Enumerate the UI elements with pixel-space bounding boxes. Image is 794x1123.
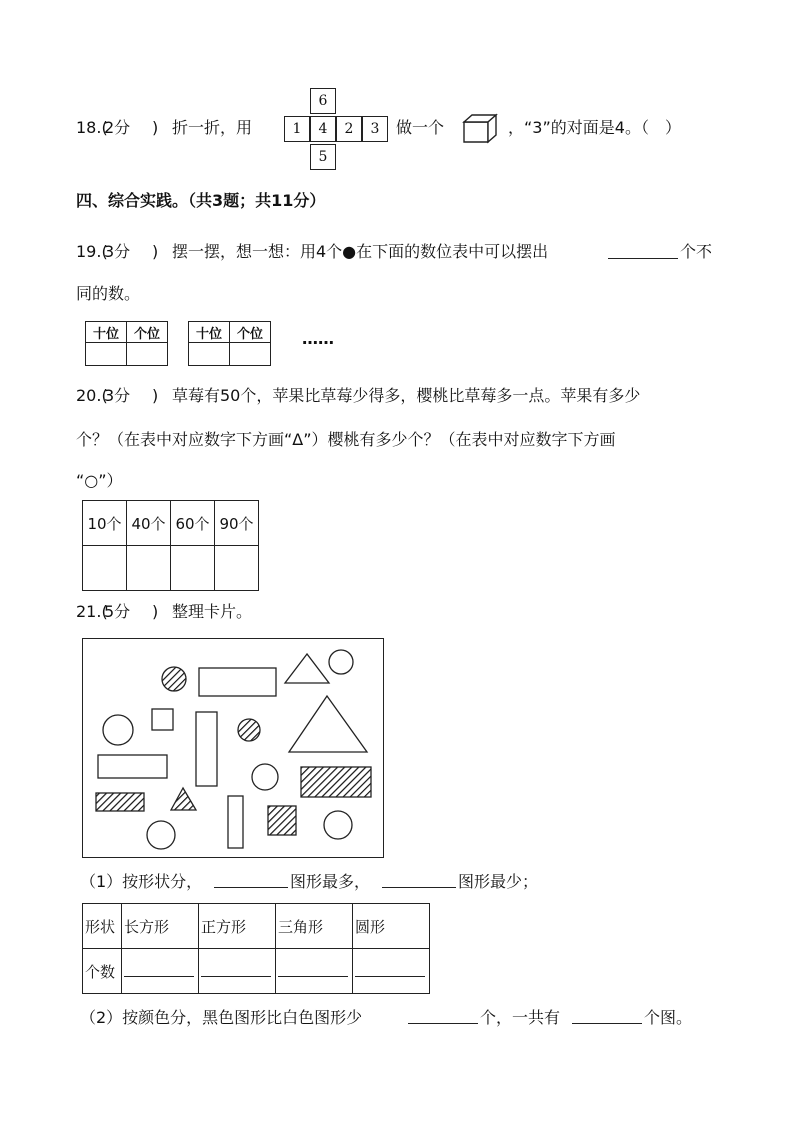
q21-part2c: 个图。 bbox=[644, 1008, 693, 1027]
rectangle-3 bbox=[98, 755, 167, 778]
q20-line1: 草莓有50个，苹果比草莓少得多，樱桃比草莓多一点。苹果有多少 bbox=[172, 386, 641, 405]
rectangle-2 bbox=[196, 712, 217, 786]
q21-prefix: 21.( bbox=[76, 602, 108, 621]
shapes-illustration bbox=[83, 639, 383, 857]
q21-text: 整理卡片。 bbox=[172, 602, 253, 621]
most-shape-blank[interactable] bbox=[214, 887, 288, 888]
q19-score: 3分 bbox=[104, 242, 131, 261]
header-ones: 个位 bbox=[127, 322, 168, 343]
q18-text2: 做一个 bbox=[396, 118, 445, 137]
header-ones: 个位 bbox=[230, 322, 271, 343]
total-shapes-blank[interactable] bbox=[572, 1023, 642, 1024]
place-value-table-1 bbox=[85, 321, 168, 366]
rectangle-1 bbox=[199, 668, 276, 696]
q20-close: ) bbox=[152, 386, 159, 405]
mark-cell-10[interactable] bbox=[83, 546, 127, 591]
rectangle-4 bbox=[228, 796, 243, 848]
hatched-circle-2 bbox=[238, 719, 260, 741]
hatched-triangle-1 bbox=[171, 788, 196, 810]
circle-2 bbox=[103, 715, 133, 745]
header-circle: 圆形 bbox=[353, 904, 430, 949]
net-cell-3: 3 bbox=[362, 116, 388, 142]
circle-1 bbox=[329, 650, 353, 674]
count-circle[interactable] bbox=[353, 949, 430, 994]
mark-cell-60[interactable] bbox=[171, 546, 215, 591]
header-triangle: 三角形 bbox=[276, 904, 353, 949]
hatched-square-1 bbox=[268, 806, 296, 835]
cell-tens[interactable] bbox=[86, 343, 127, 366]
row-label-count: 个数 bbox=[83, 949, 122, 994]
cube-net bbox=[280, 88, 392, 172]
option-40: 40个 bbox=[127, 501, 171, 546]
triangle-1 bbox=[285, 654, 329, 683]
q21-score: 5分 bbox=[104, 602, 131, 621]
fewer-black-blank[interactable] bbox=[408, 1023, 478, 1024]
q18-text1: 折一折，用 bbox=[172, 118, 253, 137]
q18-close: ) bbox=[152, 118, 159, 137]
q18-prefix: 18.( bbox=[76, 118, 108, 137]
circle-3 bbox=[252, 764, 278, 790]
section-title: 四、综合实践。（共3题；共11分） bbox=[76, 191, 326, 210]
shape-count-table bbox=[82, 903, 430, 994]
hatched-circle-1 bbox=[162, 667, 186, 691]
cell-tens[interactable] bbox=[189, 343, 230, 366]
option-60: 60个 bbox=[171, 501, 215, 546]
q21-part1b: 图形最多， bbox=[290, 872, 371, 891]
q18-text3: ，“3”的对面是4。（ ） bbox=[508, 118, 681, 137]
triangle-2 bbox=[289, 696, 367, 752]
net-cell-1: 1 bbox=[284, 116, 310, 142]
net-cell-4: 4 bbox=[310, 116, 336, 142]
shape-card bbox=[82, 638, 384, 858]
square-1 bbox=[152, 709, 173, 730]
circle-5 bbox=[324, 811, 352, 839]
q20-table bbox=[82, 500, 259, 591]
q20-prefix: 20.( bbox=[76, 386, 108, 405]
q19-line2: 同的数。 bbox=[76, 284, 141, 303]
net-cell-2: 2 bbox=[336, 116, 362, 142]
header-shape: 形状 bbox=[83, 904, 122, 949]
net-cell-bottom: 5 bbox=[310, 144, 336, 170]
q21-close: ) bbox=[152, 602, 159, 621]
net-cell-top: 6 bbox=[310, 88, 336, 114]
cell-ones[interactable] bbox=[230, 343, 271, 366]
least-shape-blank[interactable] bbox=[382, 887, 456, 888]
count-square[interactable] bbox=[199, 949, 276, 994]
q19-prefix: 19.( bbox=[76, 242, 108, 261]
count-triangle[interactable] bbox=[276, 949, 353, 994]
option-90: 90个 bbox=[215, 501, 259, 546]
q21-part2b: 个，一共有 bbox=[480, 1008, 561, 1027]
header-tens: 十位 bbox=[189, 322, 230, 343]
header-tens: 十位 bbox=[86, 322, 127, 343]
q19-line1b: 个不 bbox=[680, 242, 713, 261]
q21-part2a: （2）按颜色分，黑色图形比白色图形少 bbox=[80, 1008, 363, 1027]
q19-line1a: 摆一摆，想一想：用4个●在下面的数位表中可以摆出 bbox=[172, 242, 549, 261]
cube-icon bbox=[462, 112, 500, 144]
cell-ones[interactable] bbox=[127, 343, 168, 366]
q19-close: ) bbox=[152, 242, 159, 261]
option-10: 10个 bbox=[83, 501, 127, 546]
q18-score: 2分 bbox=[104, 118, 131, 137]
q20-score: 3分 bbox=[104, 386, 131, 405]
hatched-rectangle-1 bbox=[301, 767, 371, 797]
mark-cell-90[interactable] bbox=[215, 546, 259, 591]
ellipsis: …… bbox=[302, 329, 334, 348]
q20-line3: “○”） bbox=[76, 471, 123, 490]
header-square: 正方形 bbox=[199, 904, 276, 949]
q19-answer-blank[interactable] bbox=[608, 258, 678, 259]
q21-part1a: （1）按形状分， bbox=[80, 872, 203, 891]
place-value-table-2 bbox=[188, 321, 271, 366]
mark-cell-40[interactable] bbox=[127, 546, 171, 591]
header-rectangle: 长方形 bbox=[122, 904, 199, 949]
count-rectangle[interactable] bbox=[122, 949, 199, 994]
hatched-rectangle-2 bbox=[96, 793, 144, 811]
circle-4 bbox=[147, 821, 175, 849]
q20-line2: 个？（在表中对应数字下方画“Δ”）樱桃有多少个？（在表中对应数字下方画 bbox=[76, 430, 616, 449]
q21-part1c: 图形最少； bbox=[458, 872, 539, 891]
